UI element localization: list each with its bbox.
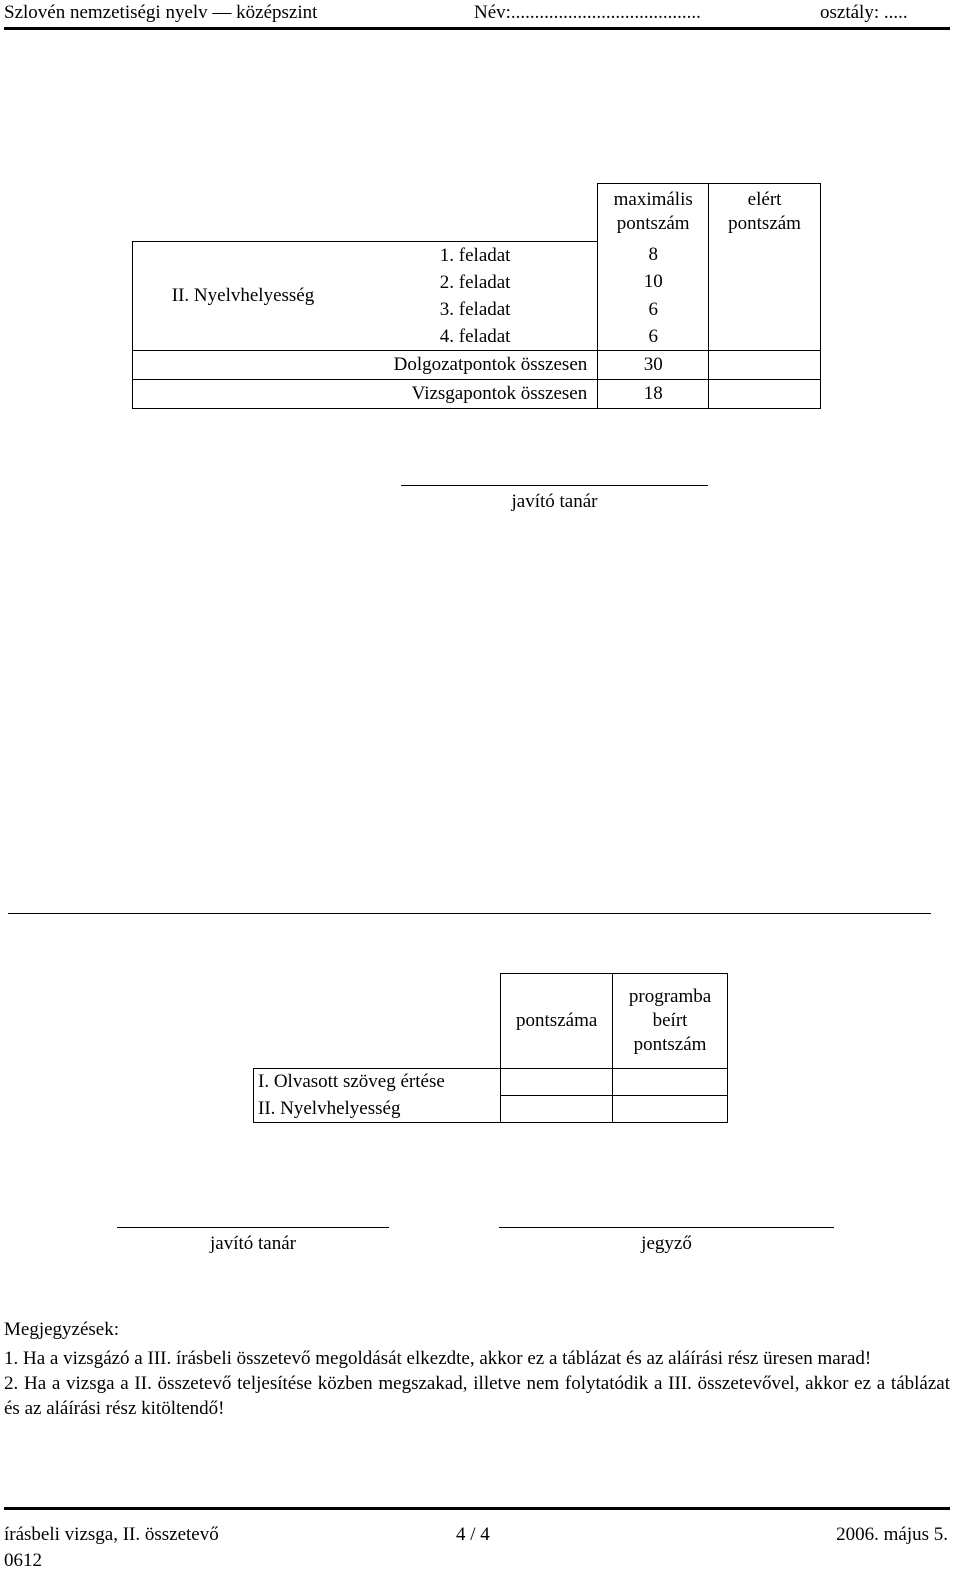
footer-left: írásbeli vizsga, II. összetevő xyxy=(4,1524,219,1545)
name-field: Név:........................................ xyxy=(474,2,701,23)
signature-label-right: jegyző xyxy=(641,1233,692,1254)
col-max-header: maximális pontszám xyxy=(598,184,709,242)
exam-got xyxy=(709,380,821,409)
summary-points xyxy=(501,1069,613,1096)
section-cell xyxy=(133,242,598,351)
page-header xyxy=(4,0,950,30)
class-field: osztály: ..... xyxy=(820,2,908,23)
score-table xyxy=(132,183,821,409)
exam-max: 18 xyxy=(598,380,709,409)
task-label: 4. feladat xyxy=(439,326,511,347)
footer-page: 4 / 4 xyxy=(456,1524,490,1545)
col-got-header: elért pontszám xyxy=(709,184,821,242)
task-got xyxy=(709,242,821,269)
section-label: II. Nyelvhelyesség xyxy=(171,285,315,306)
task-label: 3. feladat xyxy=(439,299,511,320)
separator-line xyxy=(8,913,931,914)
summary-program xyxy=(613,1069,728,1096)
summary-points xyxy=(501,1096,613,1123)
summary-program xyxy=(613,1096,728,1123)
note-item: 2. Ha a vizsga a II. összetevő teljesítése közben megszakad, illetve nem folytatódik a III. összetevővel, akkor ez a táblázat és az aláírási rész kitöltendő! xyxy=(4,1373,950,1419)
notes xyxy=(4,1317,950,1421)
signature-line-right xyxy=(499,1227,834,1228)
col-points-header: pontszáma xyxy=(501,974,613,1069)
task-got xyxy=(709,296,821,323)
task-label: 1. feladat xyxy=(439,245,511,266)
signature-label: javító tanár xyxy=(511,491,598,512)
signature-line xyxy=(401,485,708,486)
total-label: Dolgozatpontok összesen xyxy=(133,351,598,380)
summary-row-label: I. Olvasott szöveg értése xyxy=(254,1069,501,1096)
subject-title: Szlovén nemzetiségi nyelv — középszint xyxy=(4,2,318,23)
exam-label: Vizsgapontok összesen xyxy=(133,380,598,409)
task-max: 6 xyxy=(598,296,709,323)
task-max: 10 xyxy=(598,269,709,296)
summary-row-label: II. Nyelvhelyesség xyxy=(254,1096,501,1123)
page-footer xyxy=(4,1507,950,1571)
task-labels xyxy=(353,242,597,350)
total-max: 30 xyxy=(598,351,709,380)
total-got xyxy=(709,351,821,380)
note-item: 1. Ha a vizsgázó a III. írásbeli összetevő megoldását elkezdte, akkor ez a táblázat és az aláírási rész üresen marad! xyxy=(4,1348,872,1369)
footer-code: 0612 xyxy=(4,1550,42,1571)
footer-date: 2006. május 5. xyxy=(836,1524,948,1545)
task-got xyxy=(709,269,821,296)
task-max: 8 xyxy=(598,242,709,269)
col-program-header: programba beírt pontszám xyxy=(613,974,728,1069)
task-got xyxy=(709,323,821,350)
task-max: 6 xyxy=(598,323,709,350)
task-label: 2. feladat xyxy=(439,272,511,293)
signature-line-left xyxy=(117,1227,389,1228)
summary-table xyxy=(253,973,728,1123)
notes-title: Megjegyzések: xyxy=(4,1319,120,1340)
signature-label-left: javító tanár xyxy=(210,1233,296,1254)
